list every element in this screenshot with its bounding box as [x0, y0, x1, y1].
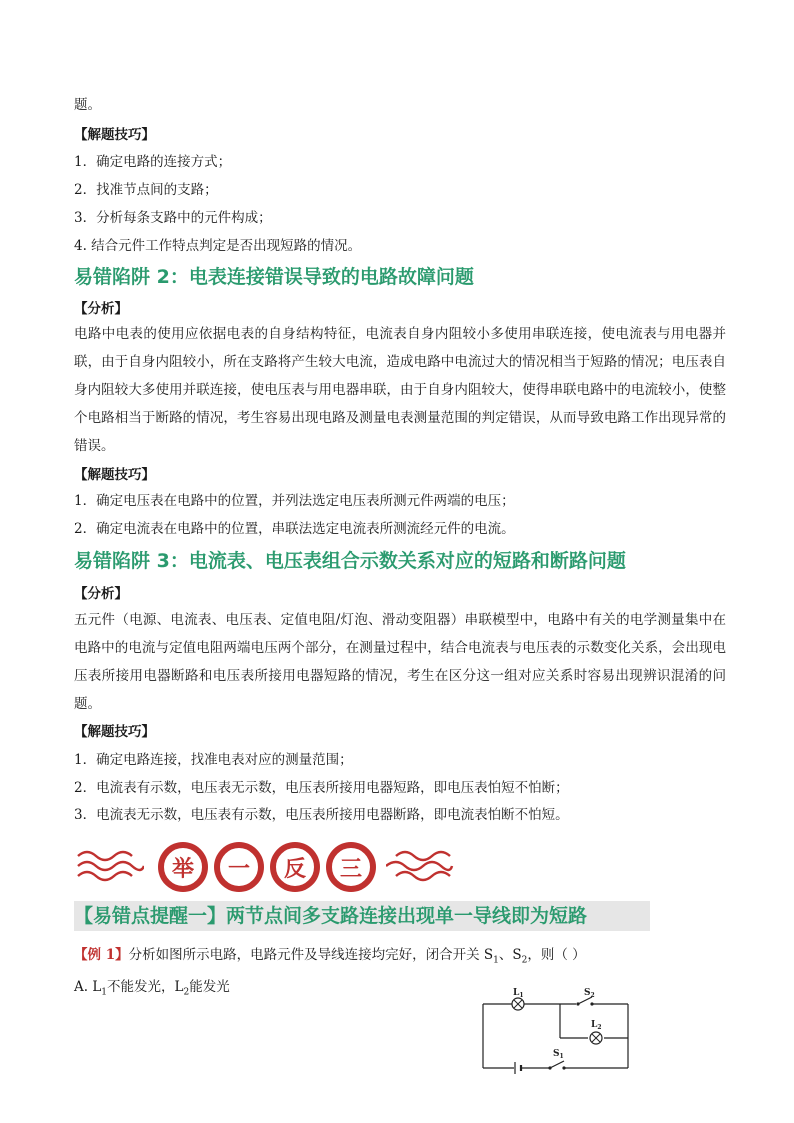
lamp-l1-icon	[512, 998, 524, 1010]
label-l2: $L_2$	[591, 1020, 602, 1031]
label-l1: $L_1$	[513, 988, 524, 999]
section1-step-4: 4. 结合元件工作特点判定是否出现短路的情况。	[74, 238, 362, 254]
wave-ornament-left	[74, 842, 144, 892]
question-text: 分析如图所示电路，电路元件及导线连接均完好，闭合开关 S	[128, 947, 494, 963]
battery-icon	[515, 1062, 521, 1074]
question-text-end: ，则（ ）	[527, 947, 586, 963]
trap2-skill-label: 【解题技巧】	[74, 467, 155, 483]
section-banner	[74, 842, 434, 892]
trap2-title: 易错陷阱 2：电表连接错误导致的电路故障问题	[74, 266, 474, 288]
example-tag: 【例 1】	[74, 947, 129, 963]
reminder-bracket: 【易错点提醒一】	[74, 905, 227, 927]
label-s2: $S_2$	[584, 988, 595, 999]
trap3-step-2: 2．电流表有示数，电压表无示数，电压表所接用电器短路，即电压表怕短不怕断；	[74, 780, 569, 796]
trap3-step-1: 1．确定电路连接，找准电表对应的测量范围；	[74, 752, 353, 768]
question-text-mid: 、S	[498, 947, 522, 963]
trap2-analysis: 电路中电表的使用应依据电表的自身结构特征，电流表自身内阻较小多使用串联连接，使电流表与用电器并联，由于自身内阻较小，所在支路将产生较大电流，造成电路中电流过大的情况相当于短路的情况；电压表自身内阻较大多使用并联连接，使电压表与用电器串联，由于自身内阻较大，使得串联电路中的电流较小，使整个电路相当于断路的情况，考生容易出现电路及测量电表测量范围的判定错误，从而导致电路工作出现异常的错误。	[74, 326, 726, 454]
intro-tail: 题。	[74, 97, 101, 113]
trap3-analysis: 五元件（电源、电流表、电压表、定值电阻/灯泡、滑动变阻器）串联模型中，电路中有关的电学测量集中在电路中的电流与定值电阻两端电压两个部分，在测量过程中，结合电流表与电压表的示数变化关系，会出现电压表所接用电器断路和电压表所接用电器短路的情况，考生在区分这一组对应关系时容易出现辨识混淆的问题。	[74, 612, 726, 712]
wave-ornament-right	[386, 842, 456, 892]
trap3-step-3: 3．电流表无示数，电压表有示数，电压表所接用电器断路，即电流表怕断不怕短。	[74, 807, 569, 823]
example-question	[74, 945, 586, 971]
trap3-title: 易错陷阱 3：电流表、电压表组合示数关系对应的短路和断路问题	[74, 550, 626, 572]
section1-step-1: 1．确定电路的连接方式；	[74, 154, 232, 170]
lamp-l2-icon	[590, 1032, 602, 1044]
section1-skill-label: 【解题技巧】	[74, 127, 155, 143]
trap2-step-1: 1．确定电压表在电路中的位置，并列法选定电压表所测元件两端的电压；	[74, 493, 515, 509]
circuit-diagram	[478, 982, 638, 1074]
banner-circle-1: 举	[158, 842, 208, 892]
switch-s1-icon	[548, 1061, 565, 1070]
reminder-text: 两节点间多支路连接出现单一导线即为短路	[226, 905, 588, 927]
banner-circle-4: 三	[326, 842, 376, 892]
trap3-analysis-label: 【分析】	[74, 586, 128, 602]
trap2-analysis-label: 【分析】	[74, 301, 128, 317]
trap2-step-2: 2．确定电流表在电路中的位置，串联法选定电流表所测流经元件的电流。	[74, 521, 515, 537]
section1-step-2: 2．找准节点间的支路；	[74, 182, 218, 198]
reminder-heading	[74, 901, 650, 931]
s1-subscript: 1	[493, 955, 499, 966]
section1-step-3: 3．分析每条支路中的元件构成；	[74, 210, 272, 226]
option-a: A. $L_1$不能发光，$L_2$能发光	[74, 979, 230, 998]
banner-circle-3: 反	[270, 842, 320, 892]
s2-subscript: 2	[521, 955, 528, 966]
label-s1: $S_1$	[553, 1049, 564, 1060]
trap3-skill-label: 【解题技巧】	[74, 724, 155, 740]
banner-circle-2: 一	[214, 842, 264, 892]
